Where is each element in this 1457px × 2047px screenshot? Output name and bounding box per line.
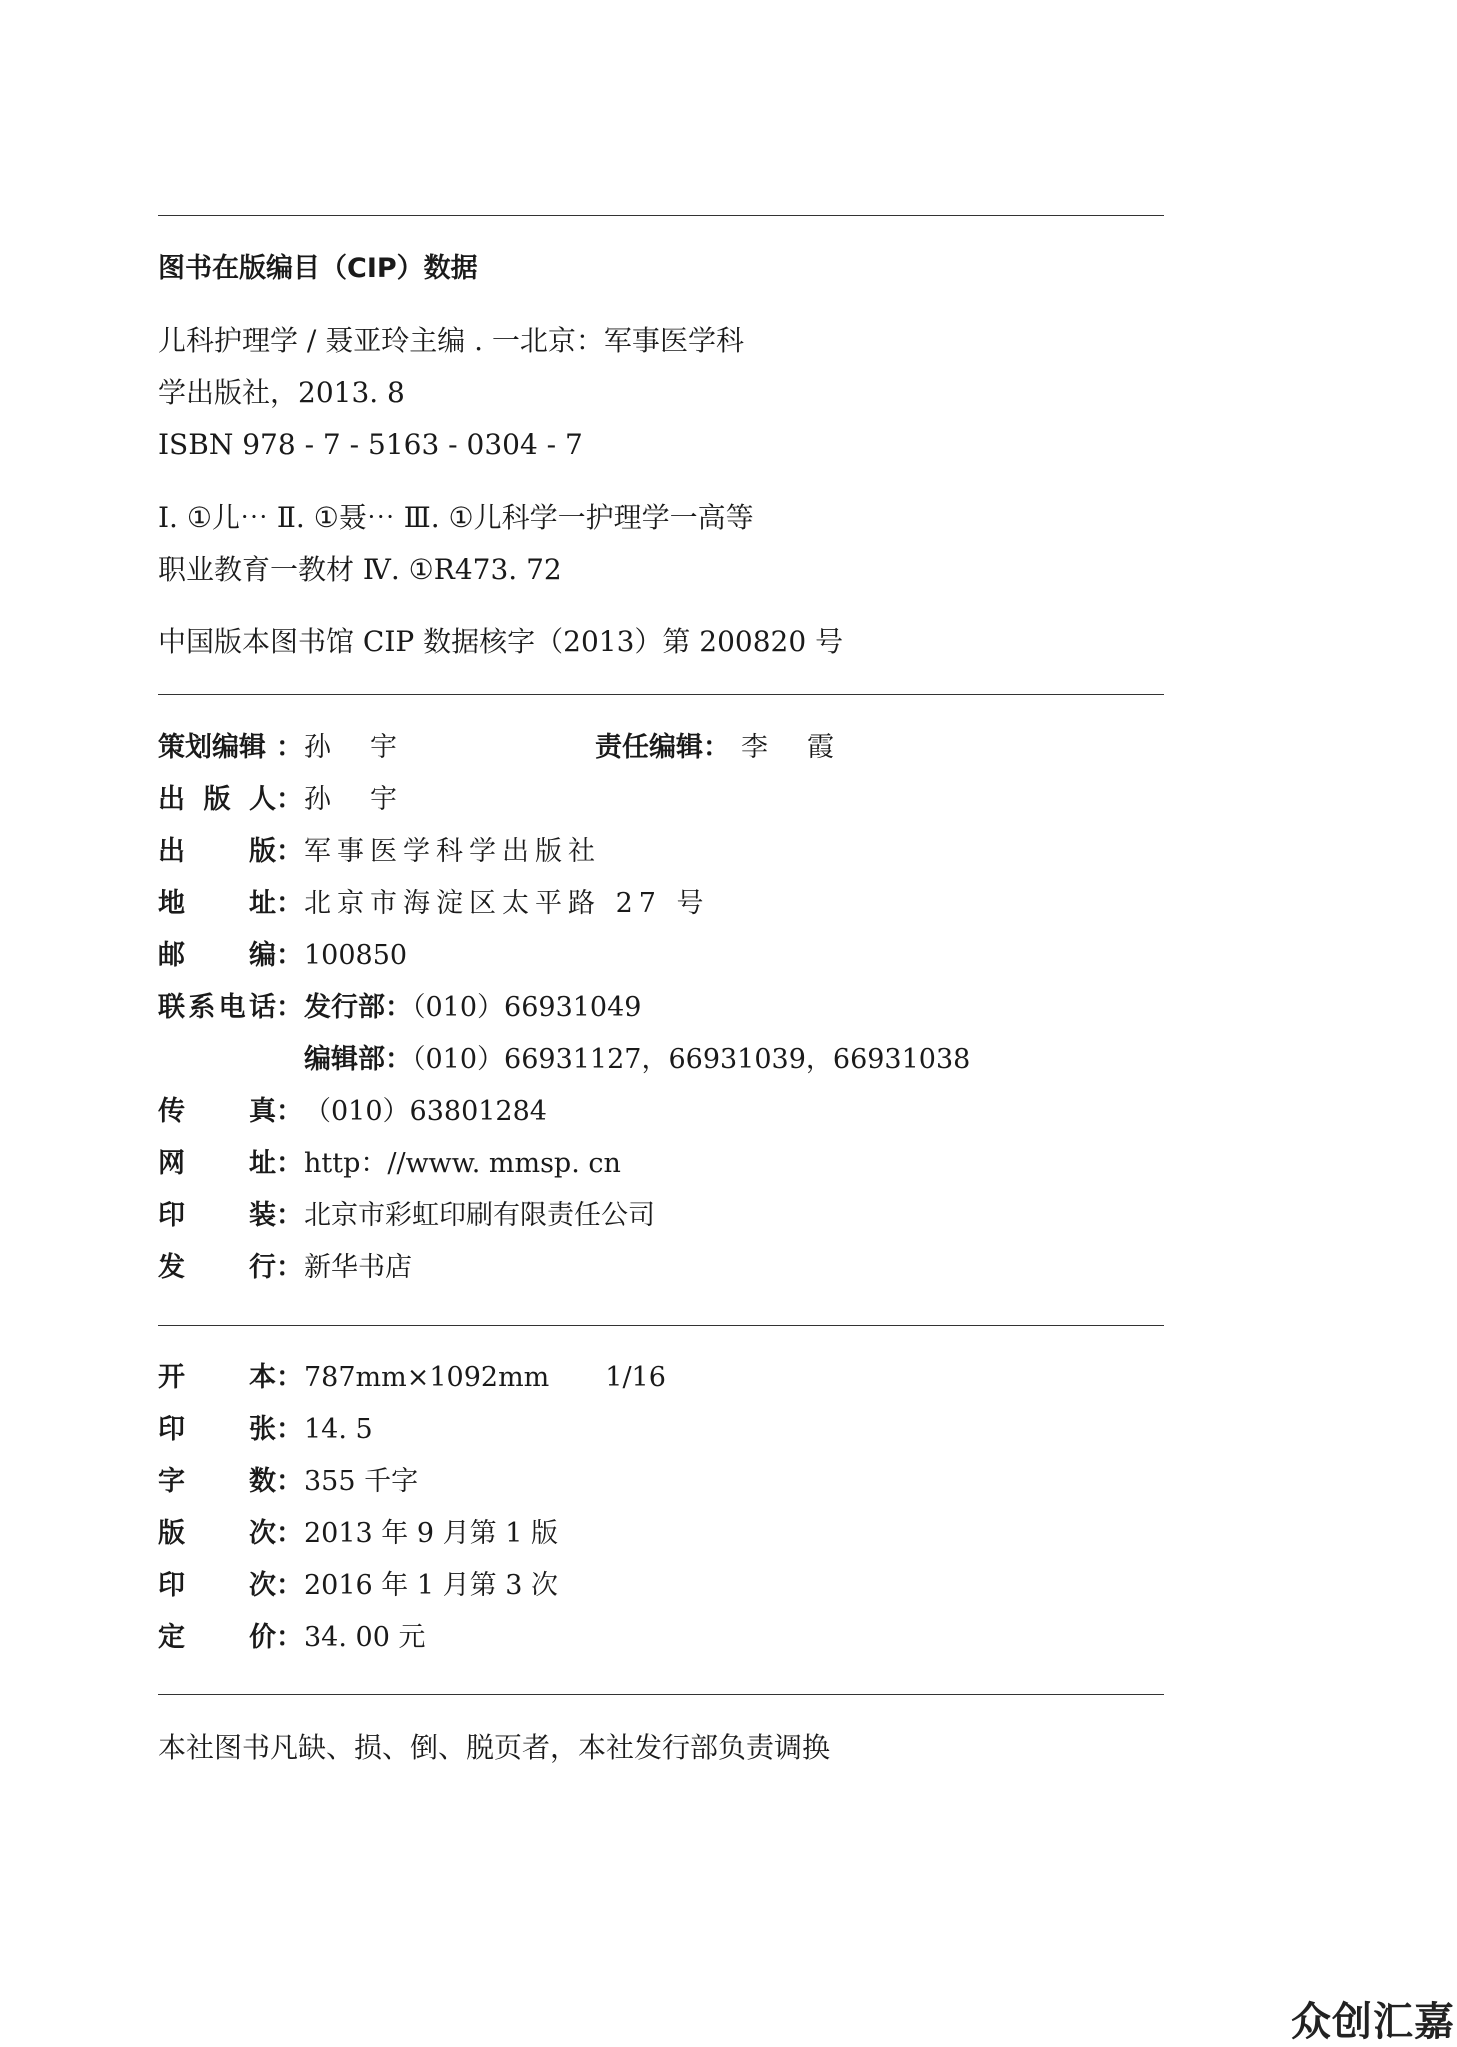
- editorial-dept-label: 编辑部: [304, 1044, 385, 1075]
- publisher-label: 出版: [158, 836, 276, 867]
- distributor-value: 新华书店: [304, 1252, 412, 1283]
- website-value: http：//www. mmsp. cn: [304, 1148, 621, 1179]
- phone-label: 联系电话: [158, 992, 276, 1023]
- colon: ：: [276, 1362, 303, 1393]
- colon: ：: [276, 784, 303, 815]
- replacement-notice: 本社图书凡缺、损、倒、脱页者，本社发行部负责调换: [158, 1731, 831, 1764]
- responsible-editor-label: 责任编辑：: [595, 732, 730, 763]
- sales-dept: [304, 990, 641, 1026]
- colon: ：: [385, 992, 412, 1023]
- price-value: 34. 00 元: [304, 1622, 426, 1653]
- fax-value: （010）63801284: [304, 1096, 547, 1127]
- printer-label: 印装: [158, 1200, 276, 1231]
- cip-line-1: 儿科护理学 / 聂亚玲主编 . 一北京：军事医学科: [158, 324, 744, 357]
- colon: ：: [276, 1570, 303, 1601]
- words-label: 字数: [158, 1466, 276, 1497]
- editorial-dept: [304, 1042, 970, 1078]
- cip-classification-1: Ⅰ. ①儿⋯ Ⅱ. ①聂⋯ Ⅲ. ①儿科学一护理学一高等: [158, 501, 754, 534]
- watermark-logo: 众创汇嘉: [1291, 1999, 1455, 2045]
- top-rule: [158, 215, 1164, 216]
- fax-label: 传真: [158, 1096, 276, 1127]
- price-label: 定价: [158, 1622, 276, 1653]
- printer-value: 北京市彩虹印刷有限责任公司: [304, 1200, 655, 1231]
- colon: ：: [276, 1518, 303, 1549]
- colon: ：: [276, 836, 303, 867]
- cip-classification-2: 职业教育一教材 Ⅳ. ①R473. 72: [158, 553, 562, 586]
- editorial-dept-phone: （010）66931127，66931039，66931038: [412, 1044, 971, 1075]
- colon: ：: [276, 1414, 303, 1445]
- cip-heading: 图书在版编目（CIP）数据: [158, 253, 478, 284]
- publishing-bottom-rule: [158, 1325, 1164, 1326]
- cip-line-2: 学出版社，2013. 8: [158, 376, 405, 409]
- specs-bottom-rule: [158, 1694, 1164, 1695]
- colon: ：: [276, 1200, 303, 1231]
- publisher-person-value: 孙 宇: [304, 784, 403, 815]
- format-value: [304, 1360, 666, 1396]
- website-label: 网址: [158, 1148, 276, 1179]
- format-fraction: 1/16: [605, 1362, 666, 1393]
- colon: ：: [276, 1252, 303, 1283]
- cip-record-number: 中国版本图书馆 CIP 数据核字（2013）第 200820 号: [158, 625, 844, 658]
- words-value: 355 千字: [304, 1466, 419, 1497]
- cip-isbn: ISBN 978 - 7 - 5163 - 0304 - 7: [158, 428, 583, 461]
- address-label: 地址: [158, 888, 276, 919]
- colon: ：: [276, 1466, 303, 1497]
- colon: ：: [276, 888, 303, 919]
- cip-bottom-rule: [158, 694, 1164, 695]
- format-label: 开本: [158, 1362, 276, 1393]
- planning-editor-value: 孙 宇: [304, 732, 403, 763]
- postcode-label: 邮编: [158, 940, 276, 971]
- publisher-value: 军事医学科学出版社: [304, 836, 601, 867]
- printing-label: 印次: [158, 1570, 276, 1601]
- edition-label: 版次: [158, 1518, 276, 1549]
- colon: ：: [276, 940, 303, 971]
- edition-value: 2013 年 9 月第 1 版: [304, 1518, 558, 1549]
- sales-dept-label: 发行部: [304, 992, 385, 1023]
- distributor-label: 发行: [158, 1252, 276, 1283]
- address-value: 北京市海淀区太平路 27 号: [304, 888, 710, 919]
- colon: ：: [276, 992, 303, 1023]
- format-size: 787mm×1092mm: [304, 1362, 550, 1393]
- colon: ：: [385, 1044, 412, 1075]
- sales-dept-phone: （010）66931049: [412, 992, 642, 1023]
- sheets-label: 印张: [158, 1414, 276, 1445]
- colon: ：: [276, 732, 303, 763]
- colon: ：: [276, 1096, 303, 1127]
- responsible-editor-value: 李 霞: [741, 732, 840, 763]
- printing-value: 2016 年 1 月第 3 次: [304, 1570, 558, 1601]
- sheets-value: 14. 5: [304, 1414, 373, 1445]
- publisher-person-label: 出版人: [158, 784, 276, 815]
- colon: ：: [276, 1148, 303, 1179]
- colon: ：: [276, 1622, 303, 1653]
- postcode-value: 100850: [304, 940, 408, 971]
- planning-editor-label: 策划编辑: [158, 732, 266, 763]
